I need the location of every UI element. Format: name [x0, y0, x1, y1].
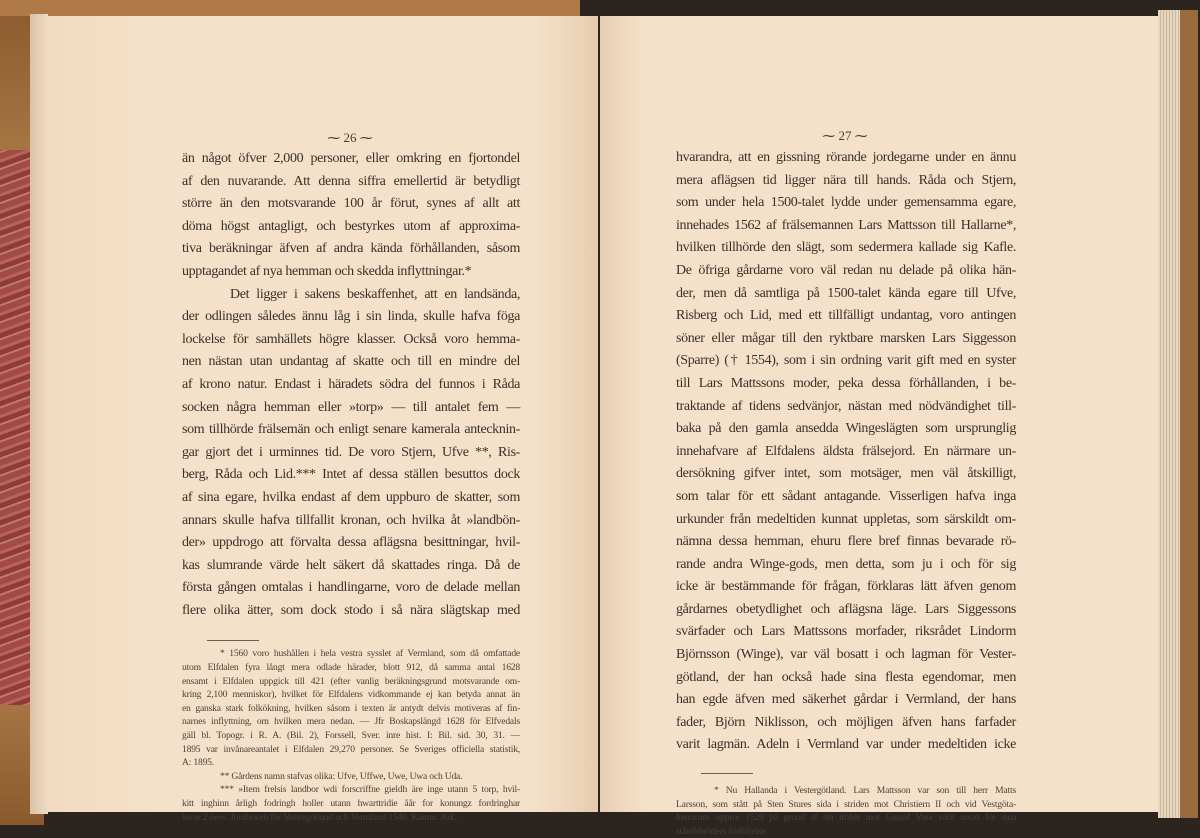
text-line: kas slumrande värde helt säkert då skattades ringa. Då de	[182, 557, 520, 573]
right-text-column	[676, 147, 1016, 838]
text-line: rande andra Winge-gods, men detta, som ju i och för sig	[676, 556, 1016, 572]
page-edges-right	[1158, 10, 1198, 818]
text-line: hvilken tillhörde den slägt, som sedermera kallade sig Kafle.	[676, 240, 1016, 256]
text-line: hwar 2 öre». Jordboken för Vestergötland och Vermland 1540. Kamm. Ark.	[182, 811, 457, 823]
text-line: der odlingen således ännu låg i sin linda, skulle hafva föga	[182, 309, 520, 325]
text-line: ståndsbröders förföljelse.	[676, 825, 768, 837]
text-line: ** Gårdens namn stafvas olika: Ufve, Uffwe, Uwe, Uwa och Uda.	[220, 770, 463, 782]
text-line: Det ligger i sakens beskaffenhet, att en landsända,	[230, 286, 520, 302]
text-line: Larsson, som stått på Sten Stures sida i striden mot Christiern II och vid Vestgöta-	[676, 798, 1016, 810]
text-line: utom Elfdalen fyra långt mera odlade härader, blott 912, då samma antal 1628	[182, 662, 520, 674]
text-line: första gången omtalas i handlingarne, voro de delade mellan	[182, 580, 520, 596]
text-line: en ganska stark folkökning, hvilken såsom i texten är antydt delvis motiveras af fin-	[182, 702, 520, 714]
page-number-right: ⁓ 27 ⁓	[822, 128, 868, 143]
left-text-column	[182, 148, 520, 824]
text-line: annars skulle hafva tillfallit kronan, och hvilka åt »landbön-	[182, 512, 520, 528]
footnote-rule-left	[207, 640, 259, 641]
text-line: större än den motsvarande 100 år förut, synes af allt att	[182, 196, 520, 212]
text-line: * Nu Hallanda i Vestergötland. Lars Mattsson var son till herr Matts	[714, 785, 1016, 797]
book-cover-top	[0, 0, 580, 16]
text-line: varit lagmän. Adeln i Vermland var under medeltiden icke	[676, 737, 1016, 753]
text-line: * 1560 voro hushållen i hela vestra sysslet af Vermland, som då omfattade	[220, 648, 520, 660]
text-line: icke är bestämmande för frågan, förklaras lätt äfven genom	[676, 579, 1016, 595]
text-line: traktande af tidens sedvänjor, nästan med nödvändighet till-	[676, 398, 1016, 414]
text-line: upptagandet af nya hemman och skedda inflyttningar.*	[182, 263, 472, 279]
text-line: innehafvare af Elfdalens äldsta frälsejord. En närmare un-	[676, 443, 1016, 459]
text-line: än något öfver 2,000 personer, eller omkring en fjortondel	[182, 151, 520, 166]
text-line: *** »Item frelsis landbor wdi forscriffne gieldh äre inge utann 5 torp, hvil-	[220, 784, 520, 796]
text-line: ensamt i Elfdalen uppgick till 421 (efter vanlig beräkningsgrund motsvarande om-	[182, 675, 520, 687]
left-body-text	[182, 148, 520, 622]
text-line: der, men då samtliga på 1500-talet kända egare till Ufve,	[676, 285, 1016, 301]
text-line: socken några hemman eller »torp» — till antalet fem —	[182, 399, 520, 415]
text-line: fader, Björn Niklisson, och möjligen äfven hans farfader	[676, 714, 1016, 730]
text-line: De öfriga gårdarne voro väl redan nu delade på olika hän-	[676, 262, 1016, 278]
text-line: tiva beräkningar äfven af andra kända förhållanden, såsom	[182, 241, 520, 257]
text-line: götland, der han också hade sina flesta egendomar, men	[676, 669, 1016, 685]
text-line: flere olika ätter, som dock stodo i så nära slägtskap med	[182, 602, 520, 618]
text-line: nen nästan utan undantag af skatte och till en mindre del	[182, 354, 520, 370]
text-line: kitt inghinn årligh fodringh holler utann hwarttridie åår for konungz fordringhar	[182, 798, 520, 809]
footnote-rule-right	[701, 773, 753, 774]
text-line: lockelse för samhällets högre klasser. Också voro hemma-	[182, 331, 520, 347]
text-line: innehades 1562 af frälsemannen Lars Mattsson till Hallarne*,	[676, 217, 1016, 233]
text-line: gårdarnes obetydlighet och aflägsna läge. Lars Siggessons	[676, 601, 1016, 617]
text-line: som under hela 1500-talet lydde under gemensamma egare,	[676, 195, 1016, 211]
text-line: gar gjort det i urminnes tid. De voro Stjern, Ufve **, Ris-	[182, 444, 520, 460]
text-line: A: 1895.	[182, 757, 214, 769]
text-line: gäll bl. Topogr. i R. A. (Bil. 2), Forssell, Sver. inre hist. I: Bil. sid. 30, 31. —	[182, 730, 520, 742]
text-line: döma högst antagligt, och bestyrkes utom af approxima-	[182, 218, 520, 234]
text-line: som tillhörde frälsemän och enligt senare kamerala antecknin-	[182, 422, 520, 438]
text-line: baka på den gamla ansedda Wingeslägten som ursprunglig	[676, 421, 1016, 437]
text-line: kring 2,100 menniskor), hvilket för Elfdalens vidkommande ej kan betyda annat än	[182, 689, 520, 701]
text-line: urkunder från medeltiden kunnat uppletas, som särskildt om-	[676, 511, 1016, 527]
text-line: der» uppdrogo att förvalta dessa aflägsna besittningar, hvil-	[182, 535, 520, 551]
text-line: svärfader och Lars Mattssons morfader, riksrådet Lindorm	[676, 624, 1016, 640]
text-line: berg, Råda och Lid.*** Intet af dessa ställen besuttos dock	[182, 467, 520, 483]
left-footnotes	[182, 647, 520, 824]
text-line: Risberg och Lid, med ett tillfälligt undantag, voro antingen	[676, 308, 1016, 324]
text-line: narnes inflyttning, om hvilken mera nedan. — Jfr Boskapslängd 1628 för Elfvedals	[182, 716, 520, 728]
text-line: söner eller mågar till den ryktbare marsken Lars Siggesson	[676, 330, 1016, 346]
text-line: han egde äfven med säkerhet gårdar i Vermland, der hans	[676, 692, 1016, 708]
text-line: nämna dessa hemman, ehuru flere bref finnas bevarade rö-	[676, 534, 1016, 550]
text-line: af den nuvarande. Att denna siffra emellertid är betydligt	[182, 173, 520, 189]
text-line: till Lars Mattssons moder, peka dessa förhållanden, i be-	[676, 375, 1016, 391]
text-line: som talar för ett sådant antagande. Visserligen hafva inga	[676, 488, 1016, 504]
right-body-text	[676, 147, 1016, 757]
text-line: (Sparre) († 1554), som i sin ordning varit gift med en syster	[676, 353, 1016, 369]
text-line: hvarandra, att en gissning rörande jordegarne under en ännu	[676, 150, 1016, 165]
text-line: mera aflägsen tid ligger nära till hands. Råda och Stjern,	[676, 172, 1016, 188]
page-number-left: ⁓ 26 ⁓	[327, 130, 373, 145]
text-line: Björnsson (Winge), var väl bosatt i och lagman för Vester-	[676, 647, 1016, 663]
text-line: 1895 var invånareantalet i Elfdalen 29,270 personer. Se Sveriges officiella statistik,	[182, 743, 520, 755]
text-line: af krono natur. Endast i häradets södra del funnos i Råda	[182, 376, 520, 392]
text-line: herrarnes uppror 1529 på grund af sin trohet mot Gustaf Vasa varit utsatt för sina	[676, 812, 1016, 824]
text-line: dersökning gifver intet, som motsäger, men väl åtskilligt,	[676, 466, 1016, 482]
right-footnotes	[676, 784, 1016, 838]
text-line: af sina egare, hvilka endast af dem uppburo de skatter, som	[182, 489, 520, 505]
